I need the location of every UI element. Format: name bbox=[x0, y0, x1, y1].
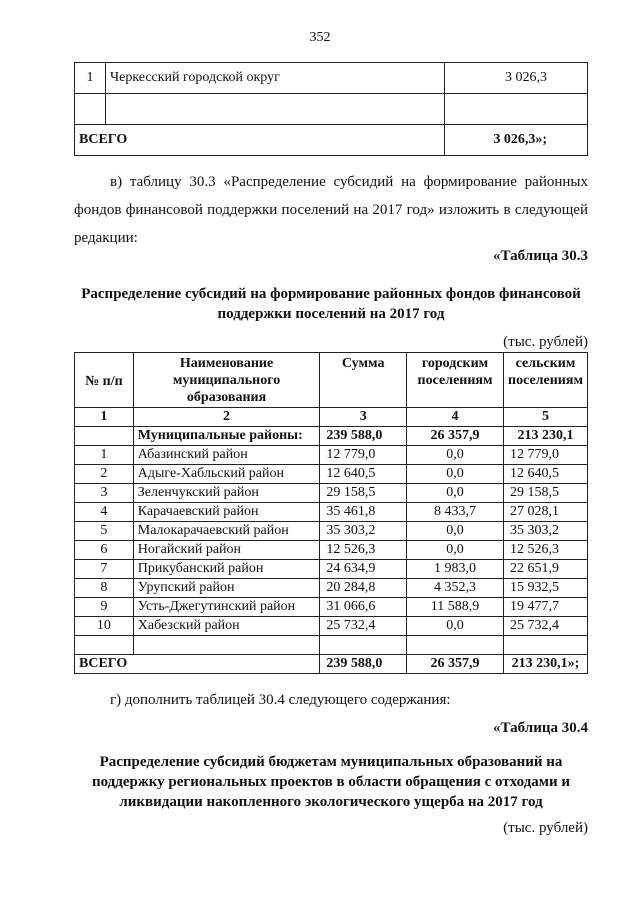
cell-name: Абазинский район bbox=[133, 446, 320, 465]
col-number: 4 bbox=[407, 408, 504, 427]
cell-name: Ногайский район bbox=[133, 541, 320, 560]
cell-rural: 12 779,0 bbox=[504, 446, 588, 465]
header-rural: сельским поселениям bbox=[504, 353, 588, 408]
row-value bbox=[445, 94, 588, 125]
paragraph-v: в) таблицу 30.3 «Распределение субсидий на формирование районных фондов финансовой поддержки поселений на 2017 год» изложить в следующей редакции: bbox=[74, 174, 588, 246]
empty-cell bbox=[407, 636, 504, 655]
row-value: 3 026,3 bbox=[445, 63, 588, 94]
cell-num: 3 bbox=[75, 484, 134, 503]
total-row bbox=[75, 125, 588, 156]
col-number: 5 bbox=[504, 408, 588, 427]
subtotal-blank bbox=[75, 427, 134, 446]
cell-name: Урупский район bbox=[133, 579, 320, 598]
cell-urban: 4 352,3 bbox=[407, 579, 504, 598]
cell-urban: 0,0 bbox=[407, 484, 504, 503]
cell-urban: 0,0 bbox=[407, 522, 504, 541]
subtotal-row bbox=[75, 427, 588, 446]
col-number: 3 bbox=[320, 408, 407, 427]
cell-urban: 0,0 bbox=[407, 617, 504, 636]
cell-name: Зеленчукский район bbox=[133, 484, 320, 503]
empty-cell bbox=[133, 636, 320, 655]
cell-sum: 12 640,5 bbox=[320, 465, 407, 484]
cell-rural: 29 158,5 bbox=[504, 484, 588, 503]
cell-num: 1 bbox=[75, 446, 134, 465]
table-row bbox=[75, 465, 588, 484]
cell-name: Хабезский район bbox=[133, 617, 320, 636]
cell-num: 6 bbox=[75, 541, 134, 560]
table-row bbox=[75, 63, 588, 94]
cell-rural: 35 303,2 bbox=[504, 522, 588, 541]
col-number: 1 bbox=[75, 408, 134, 427]
table-row bbox=[75, 446, 588, 465]
cell-urban: 0,0 bbox=[407, 465, 504, 484]
cell-sum: 31 066,6 bbox=[320, 598, 407, 617]
cell-sum: 35 303,2 bbox=[320, 522, 407, 541]
page-number: 352 bbox=[309, 30, 331, 45]
table-row bbox=[75, 484, 588, 503]
table-row bbox=[75, 541, 588, 560]
subtotal-sum: 239 588,0 bbox=[320, 427, 407, 446]
header-name: Наименование муниципального образования bbox=[133, 353, 320, 408]
cell-sum: 24 634,9 bbox=[320, 560, 407, 579]
cell-sum: 12 526,3 bbox=[320, 541, 407, 560]
table-row bbox=[75, 617, 588, 636]
paragraph-g: г) дополнить таблицей 30.4 следующего содержания: bbox=[110, 692, 451, 708]
subtotal-urban: 26 357,9 bbox=[407, 427, 504, 446]
cell-sum: 20 284,8 bbox=[320, 579, 407, 598]
cell-sum: 12 779,0 bbox=[320, 446, 407, 465]
cell-rural: 19 477,7 bbox=[504, 598, 588, 617]
table-row bbox=[75, 598, 588, 617]
header-number: № п/п bbox=[75, 353, 134, 408]
cell-rural: 22 651,9 bbox=[504, 560, 588, 579]
units-label: (тыс. рублей) bbox=[503, 334, 588, 350]
subsidy-table-30-3 bbox=[74, 352, 588, 674]
table-row bbox=[75, 560, 588, 579]
table-title-30-3: Распределение субсидий на формирование районных фондов финансовой поддержки поселений на 2017 год bbox=[81, 286, 581, 322]
total-label: ВСЕГО bbox=[75, 125, 445, 156]
row-number bbox=[75, 94, 106, 125]
column-numbers-row bbox=[75, 408, 588, 427]
cell-rural: 12 526,3 bbox=[504, 541, 588, 560]
total-row bbox=[75, 655, 588, 674]
cell-num: 9 bbox=[75, 598, 134, 617]
cell-num: 4 bbox=[75, 503, 134, 522]
cell-sum: 29 158,5 bbox=[320, 484, 407, 503]
subtotal-label: Муниципальные районы: bbox=[133, 427, 320, 446]
cell-name: Карачаевский район bbox=[133, 503, 320, 522]
cell-num: 7 bbox=[75, 560, 134, 579]
cell-num: 10 bbox=[75, 617, 134, 636]
cell-name: Малокарачаевский район bbox=[133, 522, 320, 541]
empty-row bbox=[75, 636, 588, 655]
cell-sum: 35 461,8 bbox=[320, 503, 407, 522]
row-name: Черкесский городской округ bbox=[106, 63, 445, 94]
table-row bbox=[75, 522, 588, 541]
cell-name: Усть-Джегутинский район bbox=[133, 598, 320, 617]
total-label: ВСЕГО bbox=[75, 655, 320, 674]
row-number: 1 bbox=[75, 63, 106, 94]
cell-urban: 0,0 bbox=[407, 446, 504, 465]
empty-cell bbox=[320, 636, 407, 655]
empty-cell bbox=[75, 636, 134, 655]
table-caption-30-3: «Таблица 30.3 bbox=[493, 248, 588, 264]
table-caption-30-4: «Таблица 30.4 bbox=[493, 720, 588, 736]
cell-rural: 27 028,1 bbox=[504, 503, 588, 522]
cell-name: Прикубанский район bbox=[133, 560, 320, 579]
cell-urban: 0,0 bbox=[407, 541, 504, 560]
table-row bbox=[75, 579, 588, 598]
empty-cell bbox=[504, 636, 588, 655]
total-rural: 213 230,1»; bbox=[504, 655, 588, 674]
cell-num: 2 bbox=[75, 465, 134, 484]
total-urban: 26 357,9 bbox=[407, 655, 504, 674]
table-row bbox=[75, 94, 588, 125]
table-row bbox=[75, 503, 588, 522]
cell-num: 5 bbox=[75, 522, 134, 541]
units-label: (тыс. рублей) bbox=[503, 820, 588, 836]
previous-table bbox=[74, 62, 588, 156]
cell-rural: 15 932,5 bbox=[504, 579, 588, 598]
cell-urban: 8 433,7 bbox=[407, 503, 504, 522]
total-value: 3 026,3»; bbox=[445, 125, 588, 156]
cell-rural: 12 640,5 bbox=[504, 465, 588, 484]
row-name bbox=[106, 94, 445, 125]
subtotal-rural: 213 230,1 bbox=[504, 427, 588, 446]
header-sum: Сумма bbox=[320, 353, 407, 408]
header-urban: городским поселениям bbox=[407, 353, 504, 408]
cell-sum: 25 732,4 bbox=[320, 617, 407, 636]
cell-urban: 1 983,0 bbox=[407, 560, 504, 579]
table-header-row bbox=[75, 353, 588, 408]
col-number: 2 bbox=[133, 408, 320, 427]
cell-name: Адыге-Хабльский район bbox=[133, 465, 320, 484]
cell-num: 8 bbox=[75, 579, 134, 598]
cell-urban: 11 588,9 bbox=[407, 598, 504, 617]
table-title-30-4: Распределение субсидий бюджетам муниципальных образований на поддержку региональных проектов в области обращения с отходами и ликвидации накопленного экологического ущерба на 2017 год bbox=[91, 754, 571, 810]
cell-rural: 25 732,4 bbox=[504, 617, 588, 636]
total-sum: 239 588,0 bbox=[320, 655, 407, 674]
